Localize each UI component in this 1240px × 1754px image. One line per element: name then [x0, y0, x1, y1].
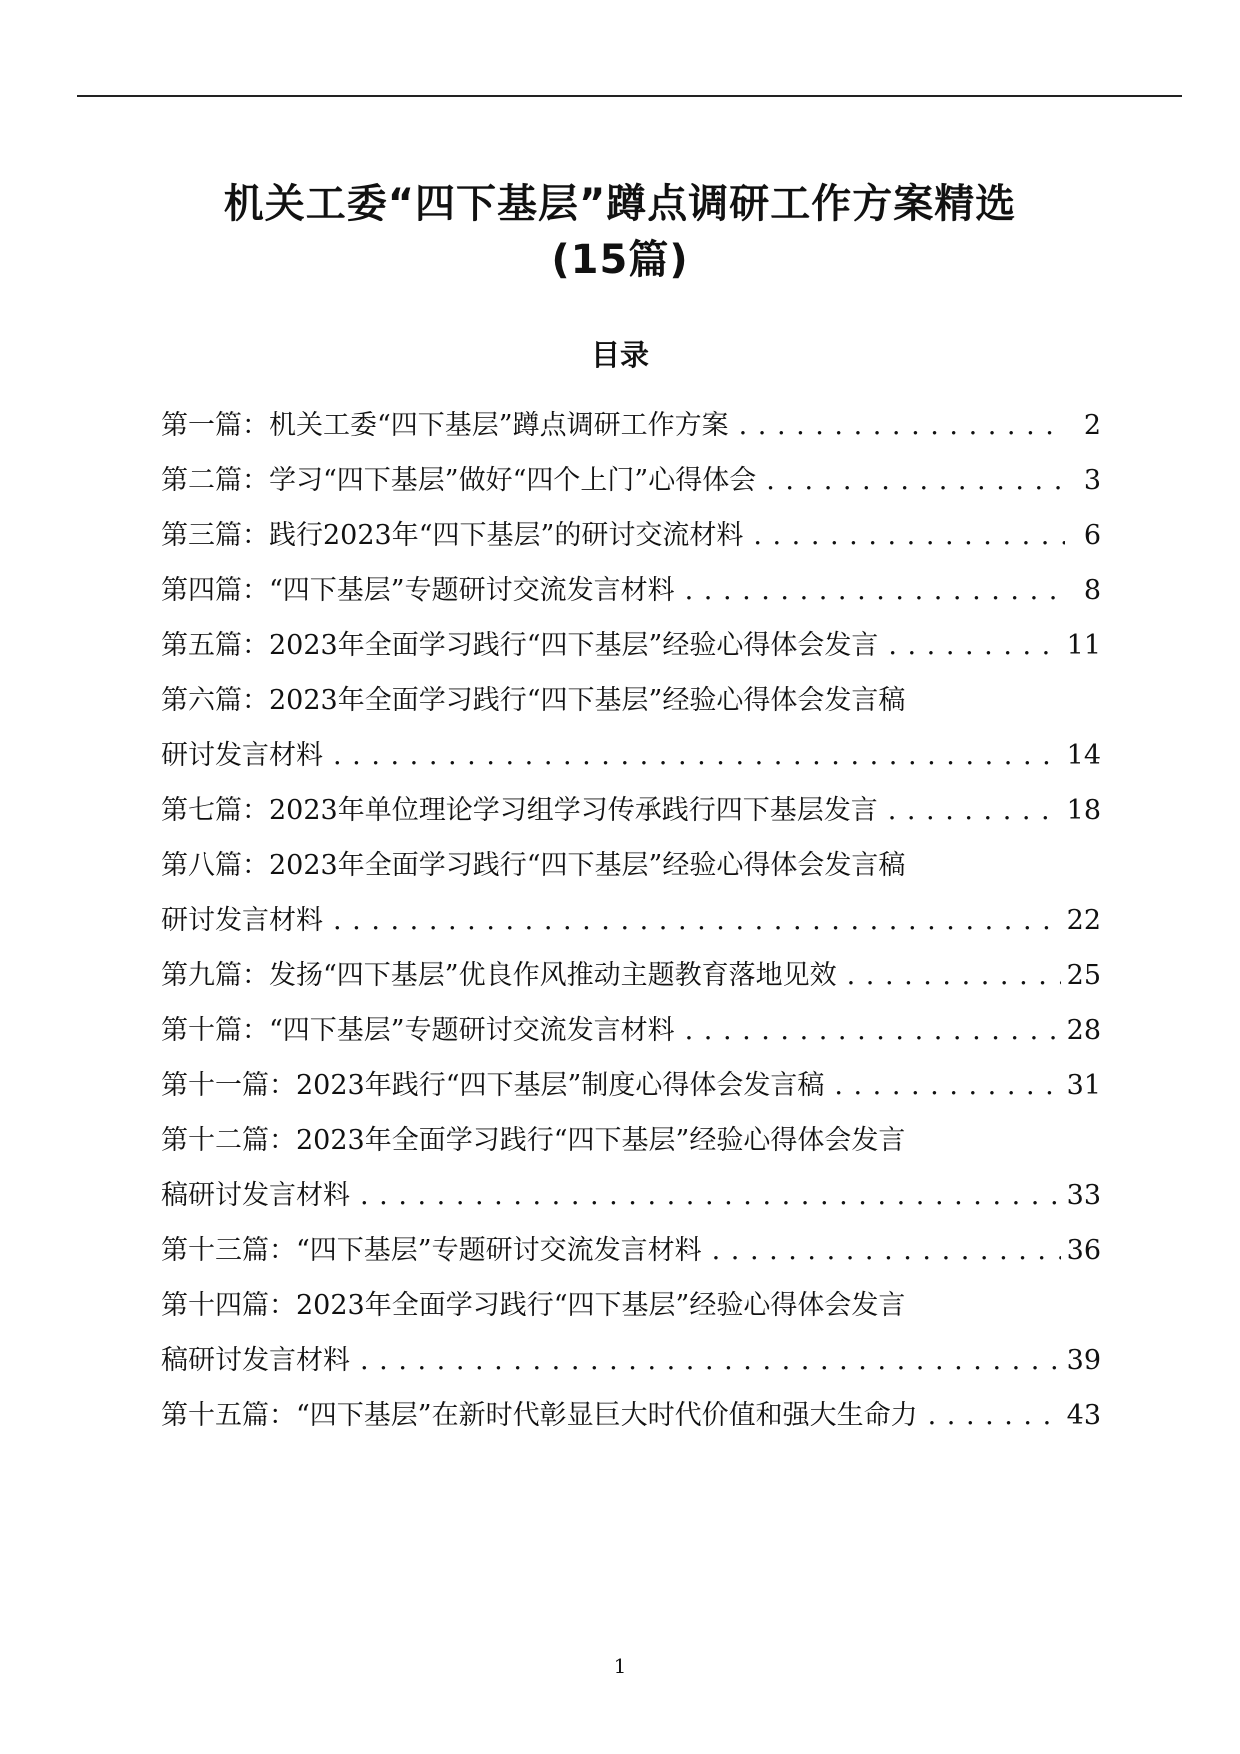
table-of-contents [161, 398, 1101, 1443]
toc-leader-dots [333, 893, 1061, 948]
toc-leader-dots [360, 1333, 1061, 1388]
toc-line [161, 783, 1101, 838]
toc-entry[interactable] [161, 1278, 1101, 1388]
toc-entry-title: 第十篇：“四下基层”专题研讨交流发言材料 [161, 1015, 675, 1046]
toc-entry-title: 研讨发言材料 [161, 905, 323, 936]
toc-entry[interactable] [161, 673, 1101, 783]
toc-leader-dots [685, 1003, 1061, 1058]
toc-entry-title: 第八篇：2023年全面学习践行“四下基层”经验心得体会发言稿 [161, 850, 906, 881]
toc-page-number: 28 [1066, 1015, 1101, 1046]
toc-entry-title: 第九篇：发扬“四下基层”优良作风推动主题教育落地见效 [161, 960, 837, 991]
toc-page-number: 2 [1083, 410, 1101, 441]
toc-entry[interactable] [161, 508, 1101, 563]
toc-line [161, 398, 1101, 453]
toc-page-number: 18 [1066, 795, 1101, 826]
toc-line [161, 618, 1101, 673]
toc-page-number: 36 [1066, 1235, 1101, 1266]
toc-line [161, 1388, 1101, 1443]
toc-leader-dots [739, 398, 1065, 453]
toc-page-number: 11 [1066, 630, 1101, 661]
toc-page-number: 22 [1066, 905, 1101, 936]
toc-leader-dots [928, 1388, 1061, 1443]
toc-line [161, 1058, 1101, 1113]
toc-line [161, 1278, 1101, 1333]
toc-leader-dots [847, 948, 1061, 1003]
toc-page-number: 6 [1083, 520, 1101, 551]
toc-line [161, 1223, 1101, 1278]
page-number: 1 [613, 1654, 627, 1678]
toc-page-number: 8 [1083, 575, 1101, 606]
toc-leader-dots [888, 618, 1060, 673]
toc-entry[interactable] [161, 1058, 1101, 1113]
toc-leader-dots [888, 783, 1061, 838]
toc-entry-title: 第五篇：2023年全面学习践行“四下基层”经验心得体会发言 [161, 630, 879, 661]
toc-line [161, 673, 1101, 728]
document-title-count: (15篇) [551, 237, 689, 283]
toc-line [161, 508, 1101, 563]
toc-entry[interactable] [161, 1388, 1101, 1443]
toc-leader-dots [685, 563, 1065, 618]
toc-entry[interactable] [161, 563, 1101, 618]
toc-line [161, 893, 1101, 948]
header-rule [77, 95, 1182, 97]
toc-line [161, 728, 1101, 783]
toc-entry[interactable] [161, 1223, 1101, 1278]
toc-entry-title: 第一篇：机关工委“四下基层”蹲点调研工作方案 [161, 410, 729, 441]
toc-line [161, 948, 1101, 1003]
toc-leader-dots [712, 1223, 1061, 1278]
toc-entry[interactable] [161, 398, 1101, 453]
toc-entry[interactable] [161, 1003, 1101, 1058]
toc-entry[interactable] [161, 1113, 1101, 1223]
toc-entry[interactable] [161, 783, 1101, 838]
toc-entry-title: 第十二篇：2023年全面学习践行“四下基层”经验心得体会发言 [161, 1125, 906, 1156]
toc-entry[interactable] [161, 838, 1101, 948]
toc-line [161, 1113, 1101, 1168]
toc-entry-title: 第四篇：“四下基层”专题研讨交流发言材料 [161, 575, 675, 606]
toc-leader-dots [333, 728, 1061, 783]
document-title: 机关工委“四下基层”蹲点调研工作方案精选 [223, 181, 1017, 227]
toc-leader-dots [834, 1058, 1060, 1113]
toc-entry-title: 研讨发言材料 [161, 740, 323, 771]
toc-entry-title: 稿研讨发言材料 [161, 1180, 350, 1211]
toc-leader-dots [753, 508, 1065, 563]
toc-entry[interactable] [161, 948, 1101, 1003]
toc-entry-title: 稿研讨发言材料 [161, 1345, 350, 1376]
toc-leader-dots [766, 453, 1065, 508]
toc-line [161, 838, 1101, 893]
toc-page-number: 33 [1066, 1180, 1101, 1211]
toc-entry[interactable] [161, 618, 1101, 673]
toc-page-number: 43 [1066, 1400, 1101, 1431]
toc-line [161, 1003, 1101, 1058]
toc-entry-title: 第十四篇：2023年全面学习践行“四下基层”经验心得体会发言 [161, 1290, 906, 1321]
toc-entry-title: 第二篇：学习“四下基层”做好“四个上门”心得体会 [161, 465, 757, 496]
toc-heading: 目录 [590, 338, 649, 372]
toc-entry[interactable] [161, 453, 1101, 508]
toc-page-number: 39 [1066, 1345, 1101, 1376]
toc-page-number: 14 [1066, 740, 1101, 771]
toc-entry-title: 第十一篇：2023年践行“四下基层”制度心得体会发言稿 [161, 1070, 825, 1101]
toc-leader-dots [360, 1168, 1061, 1223]
toc-entry-title: 第六篇：2023年全面学习践行“四下基层”经验心得体会发言稿 [161, 685, 906, 716]
toc-entry-title: 第十三篇：“四下基层”专题研讨交流发言材料 [161, 1235, 702, 1266]
toc-entry-title: 第十五篇：“四下基层”在新时代彰显巨大时代价值和强大生命力 [161, 1400, 918, 1431]
toc-page-number: 3 [1083, 465, 1101, 496]
toc-line [161, 1333, 1101, 1388]
toc-page-number: 25 [1066, 960, 1101, 991]
toc-entry-title: 第三篇：践行2023年“四下基层”的研讨交流材料 [161, 520, 744, 551]
toc-line [161, 563, 1101, 618]
toc-line [161, 453, 1101, 508]
toc-page-number: 31 [1066, 1070, 1101, 1101]
toc-line [161, 1168, 1101, 1223]
toc-entry-title: 第七篇：2023年单位理论学习组学习传承践行四下基层发言 [161, 795, 878, 826]
